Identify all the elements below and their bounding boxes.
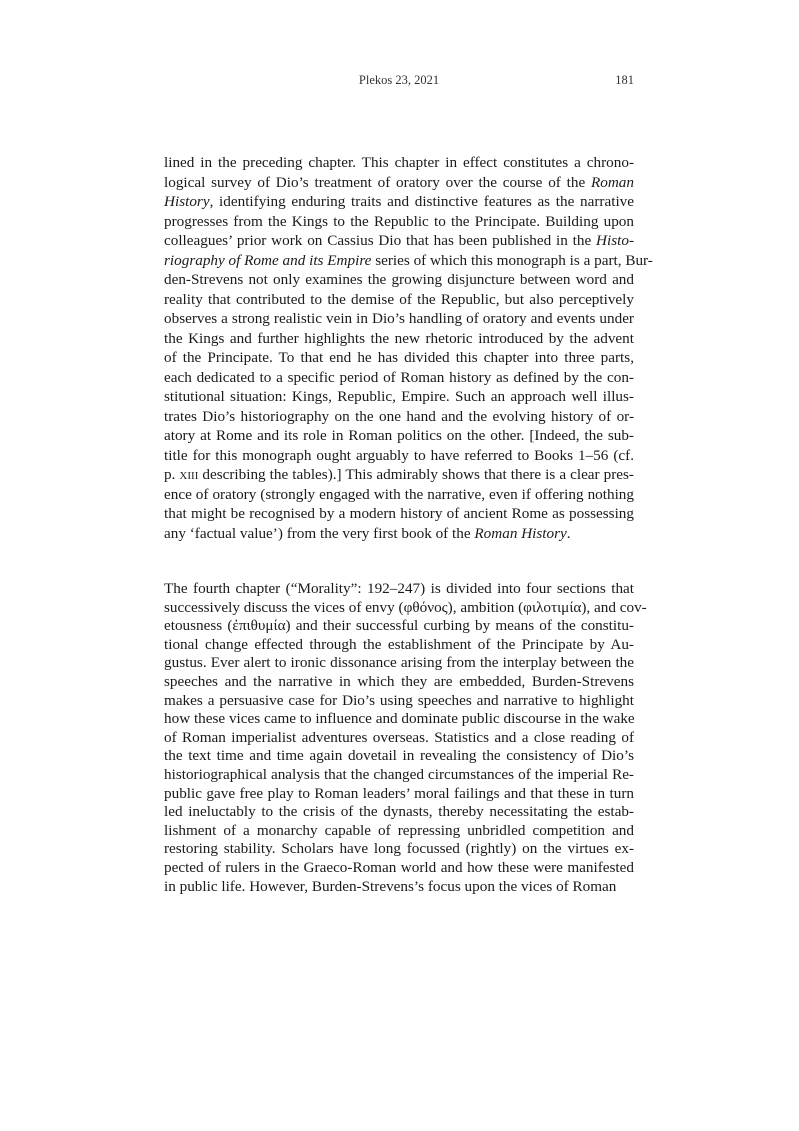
text-segment: successively discuss the vices of envy (φθόνος), ambition (φιλοτιμία), and cov-: [164, 598, 647, 616]
text-segment: p.: [164, 466, 180, 483]
text-segment: of Roman imperialist adventures overseas. Statistics and a close reading of: [164, 728, 634, 746]
text-line: [164, 785, 634, 804]
italic-text: Roman History: [474, 524, 567, 542]
text-segment: public gave free play to Roman leaders’ moral failings and that these in turn: [164, 784, 634, 802]
text-line: [164, 212, 634, 232]
text-segment: den-Strevens not only examines the growing disjuncture between word and: [164, 271, 634, 288]
text-line: [164, 524, 634, 544]
text-line: [164, 580, 634, 599]
text-segment: title for this monograph ought arguably to have referred to Books 1–56 (cf.: [164, 446, 634, 464]
italic-text: History: [164, 193, 210, 210]
text-line: [164, 407, 634, 427]
text-segment: makes a persuasive case for Dio’s using speeches and narrative to highlight: [164, 691, 634, 709]
body-paragraph-2: [164, 580, 647, 896]
text-line: [164, 710, 634, 729]
text-line: [164, 192, 634, 212]
text-segment: any ‘factual value’) from the very first book of the: [164, 524, 475, 542]
text-segment: atory at Rome and its role in Roman politics on the other. [Indeed, the sub-: [164, 427, 634, 444]
text-segment: ence of oratory (strongly engaged with the narrative, even if offering nothing: [164, 485, 634, 503]
text-segment: series of which this monograph is a part, Bur-: [371, 251, 653, 269]
text-segment: .: [566, 524, 571, 542]
text-line: [164, 231, 634, 251]
text-line: [164, 692, 634, 711]
text-line: [164, 504, 634, 524]
text-line: [164, 153, 634, 173]
text-segment: restoring stability. Scholars have long focussed (rightly) on the virtues ex-: [164, 840, 634, 858]
text-line: [164, 309, 634, 329]
text-line: [164, 387, 634, 407]
text-segment: , identifying enduring traits and distinctive features as the narrative: [209, 193, 634, 210]
text-line: [164, 290, 634, 310]
text-line: [164, 654, 634, 673]
text-line: [164, 329, 634, 349]
text-line: [164, 636, 634, 655]
text-line: [164, 617, 634, 636]
text-segment: observes a strong realistic vein in Dio’s handling of oratory and events under: [164, 310, 634, 327]
text-line: [164, 766, 634, 785]
text-line: [164, 598, 647, 618]
text-segment: tional change effected through the establishment of the Principate by Au-: [164, 635, 634, 653]
text-line: [164, 270, 634, 290]
text-line: [164, 446, 634, 466]
text-segment: lined in the preceding chapter. This chapter in effect constitutes a chrono-: [164, 154, 634, 171]
text-line: [164, 878, 634, 897]
text-segment: how these vices came to influence and dominate public discourse in the wake: [164, 710, 635, 728]
text-segment: of the Principate. To that end he has divided this chapter into three parts,: [164, 349, 634, 366]
text-line: [164, 348, 634, 368]
running-header-journal: Plekos 23, 2021: [358, 73, 440, 87]
text-segment: colleagues’ prior work on Cassius Dio that has been published in the: [164, 232, 597, 249]
text-segment: lishment of a monarchy capable of repressing unbridled competition and: [164, 821, 634, 839]
text-line: [164, 368, 634, 388]
text-segment: each dedicated to a specific period of Roman history as defined by the con-: [164, 368, 634, 386]
text-line: [164, 840, 634, 859]
text-line: [164, 465, 634, 485]
text-line: [164, 803, 634, 822]
text-segment: describing the tables).] This admirably shows that there is a clear pres-: [198, 466, 634, 483]
text-segment: gustus. Ever alert to ironic dissonance arising from the interplay between the: [164, 654, 634, 672]
text-segment: logical survey of Dio’s treatment of oratory over the course of the: [164, 173, 591, 191]
text-segment: speeches and the narrative in which they are embedded, Burden-Strevens: [164, 672, 634, 690]
text-segment: led ineluctably to the crisis of the dynasts, thereby necessitating the estab-: [164, 803, 634, 821]
text-line: [164, 747, 634, 766]
italic-text: Roman: [590, 173, 634, 191]
text-segment: etousness (ἐπιθυμία) and their successful curbing by means of the constitu-: [164, 617, 634, 635]
text-segment: reality that contributed to the demise of the Republic, but also perceptively: [164, 290, 634, 308]
text-line: [164, 859, 634, 878]
text-segment: that might be recognised by a modern history of ancient Rome as possessing: [164, 505, 634, 522]
body-paragraph-1: [164, 153, 653, 543]
text-line: [164, 673, 634, 692]
text-line: [164, 485, 634, 505]
small-caps-text: xiii: [179, 466, 199, 483]
text-line: [164, 426, 634, 446]
text-segment: progresses from the Kings to the Republic to the Principate. Building upon: [164, 212, 634, 230]
text-segment: the text time and time again dovetail in revealing the consistency of Dio’s: [164, 747, 634, 765]
text-line: [164, 822, 634, 841]
text-segment: pected of rulers in the Graeco-Roman world and how these were manifested: [164, 858, 634, 876]
text-line: [164, 173, 634, 193]
italic-text: Histo-: [596, 232, 634, 249]
text-segment: The fourth chapter (“Morality”: 192–247) is divided into four sections that: [164, 580, 634, 597]
italic-text: riography of Rome and its Empire: [164, 251, 372, 269]
text-segment: the Kings and further highlights the new rhetoric introduced by the advent: [164, 329, 634, 347]
text-segment: historiographical analysis that the changed circumstances of the imperial Re-: [164, 765, 634, 783]
text-segment: trates Dio’s historiography on the one hand and the evolving history of or-: [164, 407, 634, 425]
text-line: [164, 729, 634, 748]
text-segment: stitutional situation: Kings, Republic, Empire. Such an approach well illus-: [164, 388, 634, 405]
text-line: [164, 251, 653, 271]
text-segment: in public life. However, Burden-Strevens’s focus upon the vices of Roman: [164, 877, 617, 895]
page-number: 181: [615, 73, 634, 87]
